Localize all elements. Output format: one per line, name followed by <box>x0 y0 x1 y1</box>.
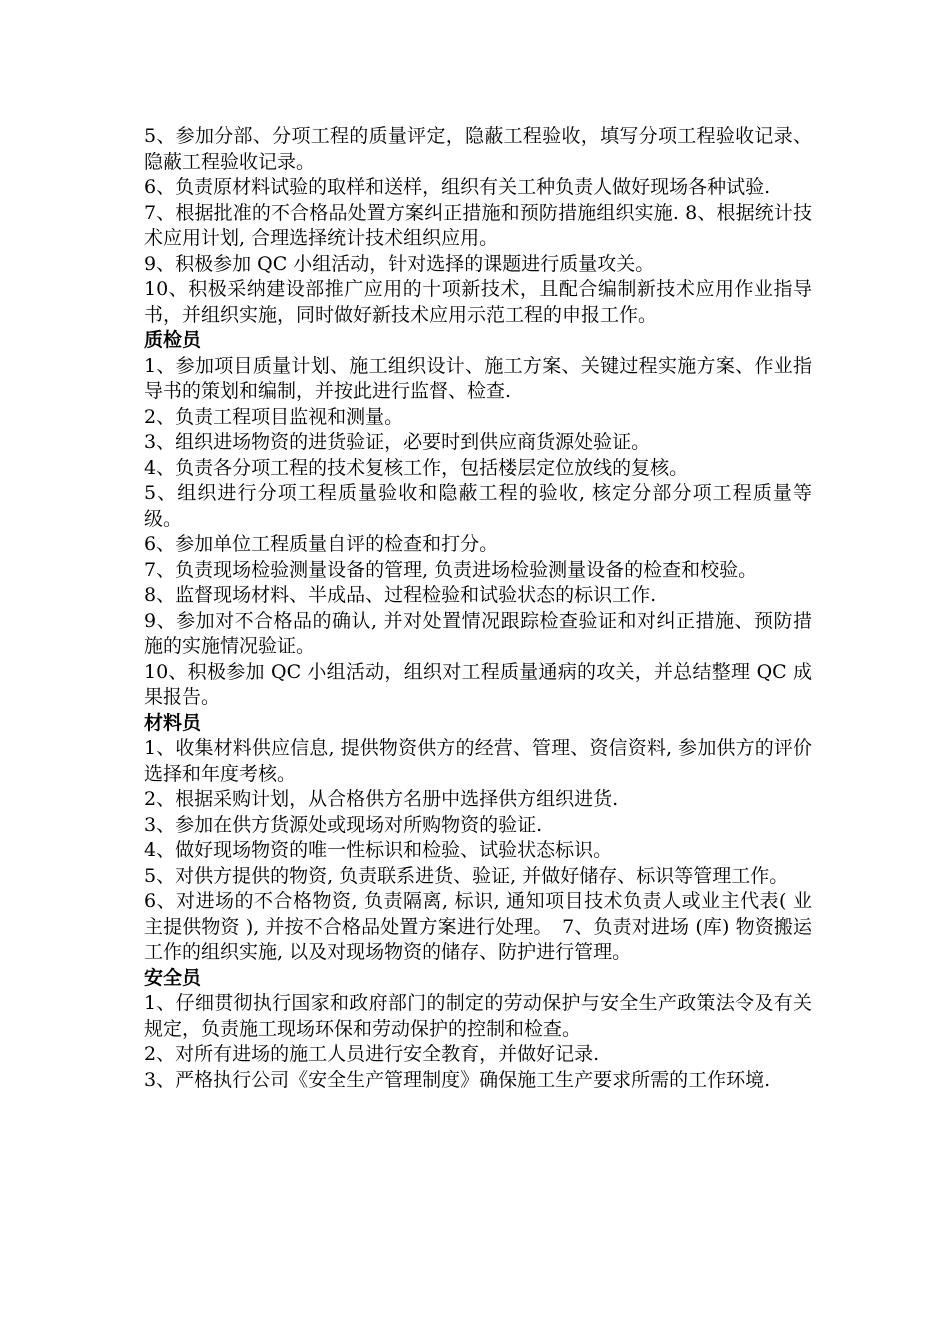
paragraph: 6、参加单位工程质量自评的检查和打分。 <box>144 533 499 555</box>
paragraph: 2、根据采购计划，从合格供方名册中选择供方组织进货. <box>144 788 619 810</box>
paragraph: 6、负责原材料试验的取样和送样，组织有关工种负责人做好现场各种试验. <box>144 176 771 198</box>
paragraph: 3、严格执行公司《安全生产管理制度》确保施工生产要求所需的工作环境. <box>144 1068 771 1091</box>
paragraph: 9、积极参加 QC 小组活动，针对选择的课题进行质量攻关。 <box>144 252 655 275</box>
paragraph: 4、负责各分项工程的技术复核工作，包括楼层定位放线的复核。 <box>144 456 689 479</box>
paragraph: 10、积极采纳建设部推广应用的十项新技术，且配合编制新技术应用作业指导书，并组织实施，同时做好新技术应用示范工程的申报工作。 <box>144 278 812 326</box>
paragraph: 1、仔细贯彻执行国家和政府部门的制定的劳动保护与安全生产政策法令及有关规定，负责施工现场环保和劳动保护的控制和检查。 <box>144 992 812 1040</box>
section-heading-materials-officer: 材料员 <box>144 711 202 734</box>
paragraph: 7、负责现场检验测量设备的管理, 负责进场检验测量设备的检查和校验。 <box>144 558 758 581</box>
paragraph: 5、参加分部、分项工程的质量评定，隐蔽工程验收，填写分项工程验收记录、隐蔽工程验收记录。 <box>144 125 812 173</box>
section-heading-quality-inspector: 质检员 <box>144 329 202 351</box>
paragraph: 10、积极参加 QC 小组活动，组织对工程质量通病的攻关，并总结整理 QC 成果报告。 <box>144 660 812 708</box>
paragraph: 6、对进场的不合格物资, 负责隔离, 标识, 通知项目技术负责人或业主代表( 业主提供物资 ), 并按不合格品处置方案进行处理。 7、负责对进场 (库) 物资搬运工作的组织实施, 以及对现场物资的储存、防护进行管理。 <box>144 890 812 963</box>
paragraph: 8、监督现场材料、半成品、过程检验和试验状态的标识工作. <box>144 584 657 606</box>
paragraph: 5、组织进行分项工程质量验收和隐蔽工程的验收, 核定分部分项工程质量等级。 <box>144 482 812 530</box>
paragraph: 4、做好现场物资的唯一性标识和检验、试验状态标识。 <box>144 839 613 861</box>
paragraph: 1、收集材料供应信息, 提供物资供方的经营、管理、资信资料, 参加供方的评价选择和年度考核。 <box>144 737 812 785</box>
section-heading-safety-officer: 安全员 <box>144 966 202 989</box>
paragraph: 2、负责工程项目监视和测量。 <box>144 405 404 428</box>
paragraph: 3、参加在供方货源处或现场对所购物资的验证. <box>144 813 543 836</box>
document-body <box>144 124 812 1093</box>
paragraph: 9、参加对不合格品的确认, 并对处置情况跟踪检查验证和对纠正措施、预防措施的实施情况验证。 <box>144 609 812 657</box>
paragraph: 5、对供方提供的物资, 负责联系进货、验证, 并做好储存、标识等管理工作。 <box>144 864 789 887</box>
paragraph: 3、组织进场物资的进货验证，必要时到供应商货源处验证。 <box>144 431 651 453</box>
paragraph: 1、参加项目质量计划、施工组织设计、施工方案、关键过程实施方案、作业指导书的策划和编制，并按此进行监督、检查. <box>144 354 812 402</box>
paragraph: 2、对所有进场的施工人员进行安全教育，并做好记录. <box>144 1043 600 1065</box>
paragraph: 7、根据批准的不合格品处置方案纠正措施和预防措施组织实施. 8、根据统计技术应用计划, 合理选择统计技术组织应用。 <box>144 201 812 249</box>
